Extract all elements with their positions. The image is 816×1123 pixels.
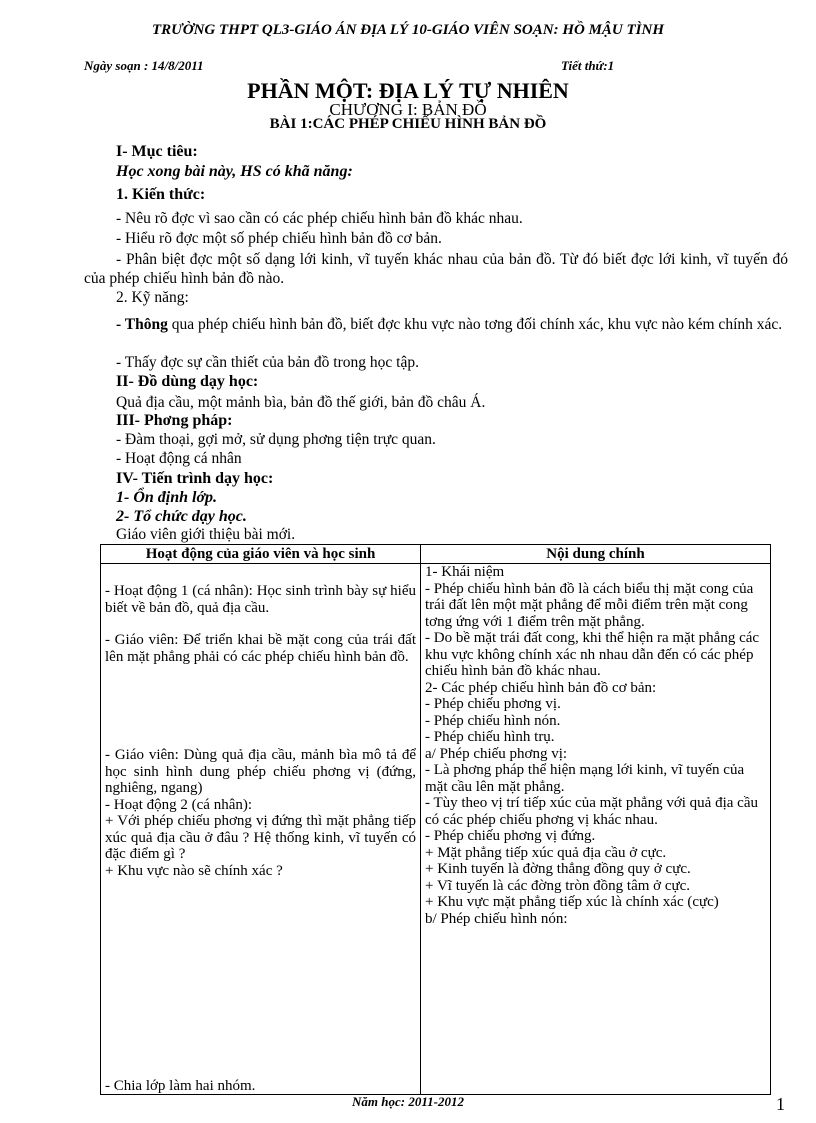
skills-item-1 (84, 315, 788, 334)
content-5: - Phép chiếu phơng vị. (425, 696, 561, 712)
activity-5: + Với phép chiếu phơng vị đứng thì mặt phẳng tiếp xúc quả địa cầu ở đâu ? Hệ thống kinh, vĩ tuyến có đặc điểm gì ? (105, 813, 416, 862)
procedure-intro: Giáo viên giới thiệu bài mới. (116, 526, 296, 543)
skills-item-2: - Thấy đợc sự cần thiết của bản đồ trong học tập. (116, 354, 419, 371)
lesson-title: BÀI 1:CÁC PHÉP CHIẾU HÌNH BẢN ĐỒ (269, 116, 547, 132)
activity-2: - Giáo viên: Để triển khai bề mặt cong của trái đất lên mặt phẳng phải có các phép chiếu hình bản đồ. (105, 632, 416, 665)
knowledge-item-1: - Nêu rõ đợc vì sao cần có các phép chiếu hình bản đồ khác nhau. (116, 210, 523, 227)
activity-6: + Khu vực nào sẽ chính xác ? (105, 862, 283, 879)
knowledge-item-3: - Phân biệt đợc một số dạng lới kinh, vĩ tuyến khác nhau của bản đồ. Từ đó biết đợc lới kinh, vĩ tuyến đó của phép chiếu hình bản đồ nào. (84, 251, 788, 287)
materials-text: Quả địa cầu, một mảnh bìa, bản đồ thế giới, bản đồ châu Á. (116, 394, 486, 411)
chapter-title: CHƯƠNG I: BẢN ĐỒ (329, 100, 487, 119)
methods-heading: III- Phơng pháp: (116, 412, 233, 429)
activity-4: - Hoạt động 2 (cá nhân): (105, 796, 253, 813)
procedure-step-1: 1- Ổn định lớp. (116, 489, 218, 506)
content-2: - Phép chiếu hình bản đồ là cách biểu thị mặt cong của trái đất lên một mặt phẳng để mỗi điểm trên mặt cong tơng ứng với 1 điểm trên mặt phẳng. (425, 580, 754, 630)
activity-3: - Giáo viên: Dùng quả địa cầu, mảnh bìa mô tả để học sinh hình dung phép chiếu phơng vị (đứng, nghiêng, ngang) (105, 747, 416, 796)
content-1: 1- Khái niệm (425, 564, 505, 580)
content-3: - Do bề mặt trái đất cong, khi thể hiện ra mặt phẳng các khu vực không chính xác nh nhau dẫn đến có các phép chiếu hình bản đồ khác nhau. (425, 630, 760, 679)
content-13: + Kinh tuyến là đờng thẳng đồng quy ở cực. (425, 861, 691, 877)
col-header-content: Nội dung chính (421, 545, 771, 564)
content-4: 2- Các phép chiếu hình bản đồ cơ bản: (425, 679, 657, 696)
page-header: TRƯỜNG THPT QL3-GIÁO ÁN ĐỊA LÝ 10-GIÁO VIÊN SOẠN: HỒ MẬU TÌNH (151, 22, 665, 38)
method-item-1: - Đàm thoại, gợi mở, sử dụng phơng tiện trực quan. (116, 431, 436, 448)
lesson-table (100, 544, 771, 1095)
content-14: + Vĩ tuyến là các đờng tròn đồng tâm ở cực. (425, 877, 691, 894)
content-15: + Khu vực mặt phẳng tiếp xúc là chính xác (cực) (425, 894, 719, 910)
objectives-subheading: Học xong bài này, HS có khã năng: (116, 163, 353, 180)
content-cell (421, 564, 771, 1095)
knowledge-item-2: - Hiểu rõ đợc một số phép chiếu hình bản đồ cơ bản. (116, 230, 442, 247)
materials-heading: II- Đồ dùng dạy học: (116, 373, 259, 390)
page-number: 1 (776, 1094, 785, 1114)
skills-heading: 2. Kỹ năng: (116, 289, 189, 306)
date-prepared: Ngày soạn : 14/8/2011 (84, 58, 204, 73)
activity-7: - Chia lớp làm hai nhóm. (105, 1077, 256, 1094)
objectives-heading: I- Mục tiêu: (116, 143, 198, 160)
procedure-heading: IV- Tiến trình dạy học: (116, 470, 274, 487)
content-10: - Tùy theo vị trí tiếp xúc của mặt phẳng với quả địa cầu có các phép chiếu phơng vị khác nhau. (425, 795, 758, 828)
procedure-step-2: 2- Tổ chức dạy học. (116, 508, 247, 525)
knowledge-heading: 1. Kiến thức: (116, 186, 206, 203)
part-title: PHẦN MỘT: ĐỊA LÝ TỰ NHIÊN (247, 78, 569, 103)
col-header-activities: Hoạt động của giáo viên và học sinh (101, 545, 421, 564)
method-item-2: - Hoạt động cá nhân (116, 450, 242, 467)
content-12: + Mặt phẳng tiếp xúc quả địa cầu ở cực. (425, 844, 667, 861)
skills-item-1-lead: - Thông (116, 316, 168, 333)
skills-item-1-text: qua phép chiếu hình bản đồ, biết đợc khu vực nào tơng đối chính xác, khu vực nào kém chính xác. (167, 316, 783, 333)
content-8: a/ Phép chiếu phơng vị: (425, 745, 568, 762)
lesson-number: Tiết thứ:1 (561, 58, 615, 73)
content-11: - Phép chiếu phơng vị đứng. (425, 828, 596, 844)
content-6: - Phép chiếu hình nón. (425, 712, 561, 729)
content-7: - Phép chiếu hình trụ. (425, 729, 555, 745)
school-year-footer: Năm học: 2011-2012 (352, 1094, 464, 1109)
activity-1: - Hoạt động 1 (cá nhân): Học sinh trình bày sự hiểu biết về bản đồ, quả địa cầu. (105, 583, 416, 616)
activities-cell (101, 564, 421, 1095)
content-9: - Là phơng pháp thể hiện mạng lới kinh, vĩ tuyến của mặt cầu lên mặt phẳng. (425, 762, 745, 795)
content-16: b/ Phép chiếu hình nón: (425, 910, 568, 927)
